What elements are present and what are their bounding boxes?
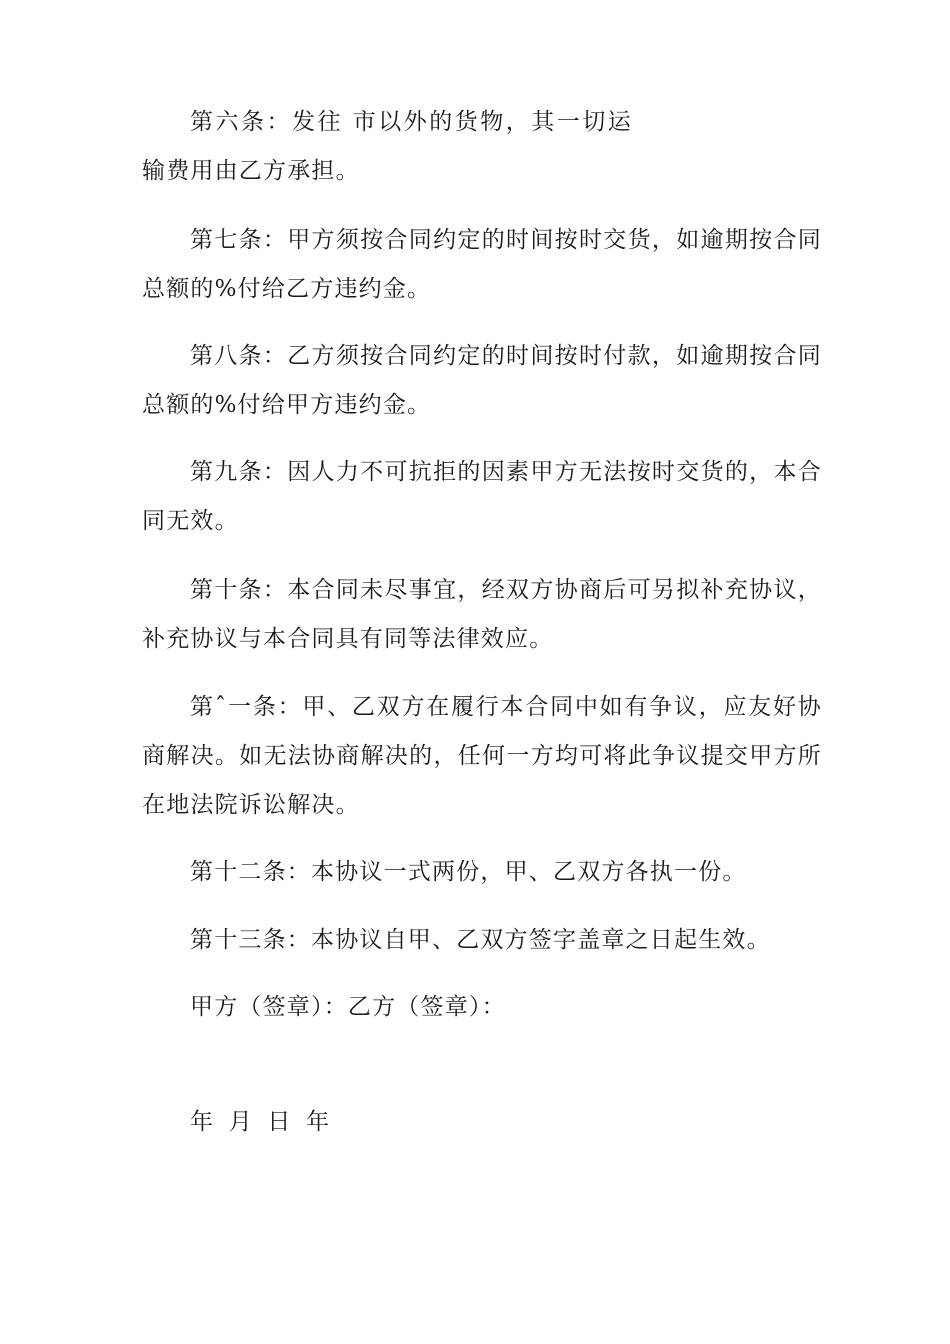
clause-6-paragraph: 第六条：发往 市以外的货物，其一切运输费用由乙方承担。: [142, 109, 632, 184]
clause-10-paragraph: 第十条：本合同未尽事宜，经双方协商后可另拟补充协议，补充协议与本合同具有同等法律效应。: [142, 577, 822, 652]
clause-9-paragraph: 第九条：因人力不可抗拒的因素甲方无法按时交货的，本合同无效。: [142, 459, 822, 534]
clause-12-paragraph: 第十二条：本协议一式两份，甲、乙双方各执一份。: [190, 859, 747, 885]
clause-8-paragraph: 第八条：乙方须按合同约定的时间按时付款，如逾期按合同总额的%付给甲方违约金。: [142, 343, 822, 418]
clause-13-paragraph: 第十三条：本协议自甲、乙双方签字盖章之日起生效。: [190, 927, 771, 953]
clause-11-paragraph: 第ˆ一条：甲、乙双方在履行本合同中如有争议，应友好协商解决。如无法协商解决的，任何一方均可将此争议提交甲方所在地法院诉讼解决。: [142, 694, 822, 818]
signature-line: 甲方（签章）：乙方（签章）：: [190, 994, 506, 1020]
date-line: 年 月 日 年: [190, 1109, 331, 1135]
clause-7-paragraph: 第七条：甲方须按合同约定的时间按时交货，如逾期按合同总额的%付给乙方违约金。: [142, 227, 822, 302]
